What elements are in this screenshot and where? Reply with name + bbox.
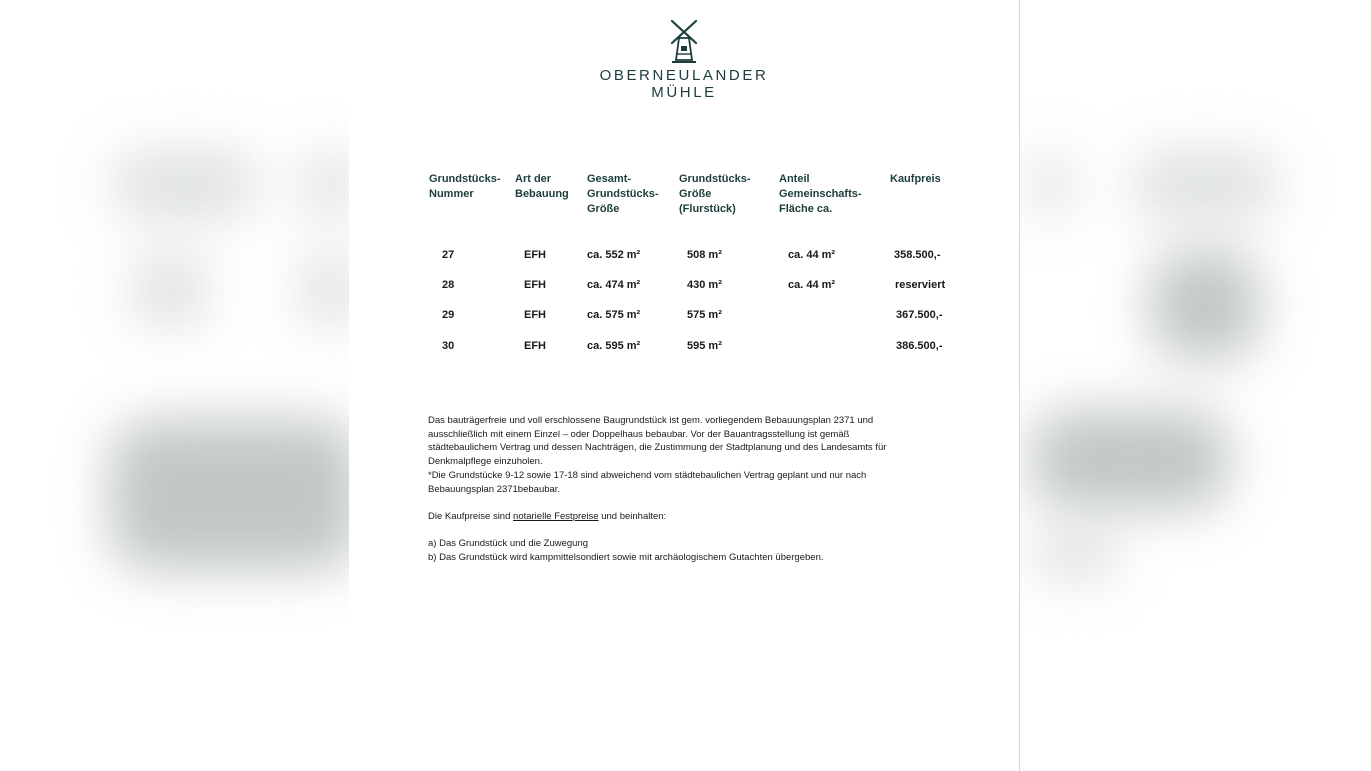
header-grundstuecksnummer: Grundstücks- Nummer — [429, 173, 501, 200]
cell-gesamtgroesse: ca. 474 m² — [587, 279, 641, 291]
header-gesamt-groesse: Gesamt- Grundstücks- Größe — [587, 173, 659, 215]
windmill-icon — [667, 18, 701, 64]
cell-gesamtgroesse: ca. 552 m² — [587, 249, 641, 261]
cell-nummer: 27 — [442, 249, 455, 261]
cell-gesamtgroesse: ca. 595 m² — [587, 340, 641, 352]
cell-bebauung: EFH — [524, 309, 546, 321]
cell-nummer: 29 — [442, 309, 455, 321]
festpreise-underlined: notarielle Festpreise — [513, 510, 599, 522]
cell-gemeinschaft: ca. 44 m² — [788, 249, 836, 261]
list-item: a) Das Grundstück und die Zuwegung — [428, 538, 589, 550]
text-line: städtebaulichem Vertrag und dessen Nachträgen, die Zustimmung der Stadtplanung und des Landesamts für — [428, 442, 887, 454]
cell-nummer: 28 — [442, 279, 455, 291]
cell-kaufpreis: 367.500,- — [896, 309, 943, 321]
logo-line-1: OBERNEULANDER — [599, 67, 769, 84]
header-gemeinschaftsflaeche: Anteil Gemeinschafts- Fläche ca. — [779, 173, 862, 215]
cell-flurstueck: 575 m² — [687, 309, 722, 321]
cell-kaufpreis: 386.500,- — [896, 340, 943, 352]
cell-kaufpreis: 358.500,- — [894, 249, 941, 261]
text-line: *Die Grundstücke 9-12 sowie 17-18 sind abweichend vom städtebaulichen Vertrag geplant und nur nach — [428, 469, 867, 481]
cell-nummer: 30 — [442, 340, 455, 352]
cell-gemeinschaft: ca. 44 m² — [788, 279, 836, 291]
page-divider — [1019, 0, 1020, 771]
cell-bebauung: EFH — [524, 340, 546, 352]
description-text — [428, 414, 948, 565]
header-kaufpreis: Kaufpreis — [890, 173, 941, 185]
text-line: Bebauungsplan 2371bebaubar. — [428, 483, 561, 495]
price-intro: Die Kaufpreise sind notarielle Festpreise und beinhalten: — [428, 510, 667, 522]
cell-flurstueck: 508 m² — [687, 249, 722, 261]
logo-line-2: MÜHLE — [651, 84, 717, 101]
logo — [349, 18, 1019, 101]
cell-bebauung: EFH — [524, 279, 546, 291]
cell-gesamtgroesse: ca. 575 m² — [587, 309, 641, 321]
cell-kaufpreis: reserviert — [895, 279, 946, 291]
text-line: Das bauträgerfreie und voll erschlossene Baugrundstück ist gem. vorliegendem Bebauungsplan 2371 und — [428, 415, 874, 426]
cell-flurstueck: 595 m² — [687, 340, 722, 352]
text-line: Denkmalpflege einzuholen. — [428, 456, 543, 468]
list-item: b) Das Grundstück wird kampmittelsondiert sowie mit archäologischem Gutachten übergeben. — [428, 552, 824, 563]
cell-flurstueck: 430 m² — [687, 279, 722, 291]
cell-bebauung: EFH — [524, 249, 546, 261]
header-flurstueck-groesse: Grundstücks- Größe (Flurstück) — [679, 173, 751, 215]
header-art-der-bebauung: Art der Bebauung — [515, 173, 569, 200]
document-page — [349, 0, 1019, 771]
text-line: ausschließlich mit einem Einzel – oder Doppelhaus bebaubar. Vor der Bauantragsstellung ist gemäß — [428, 428, 850, 440]
